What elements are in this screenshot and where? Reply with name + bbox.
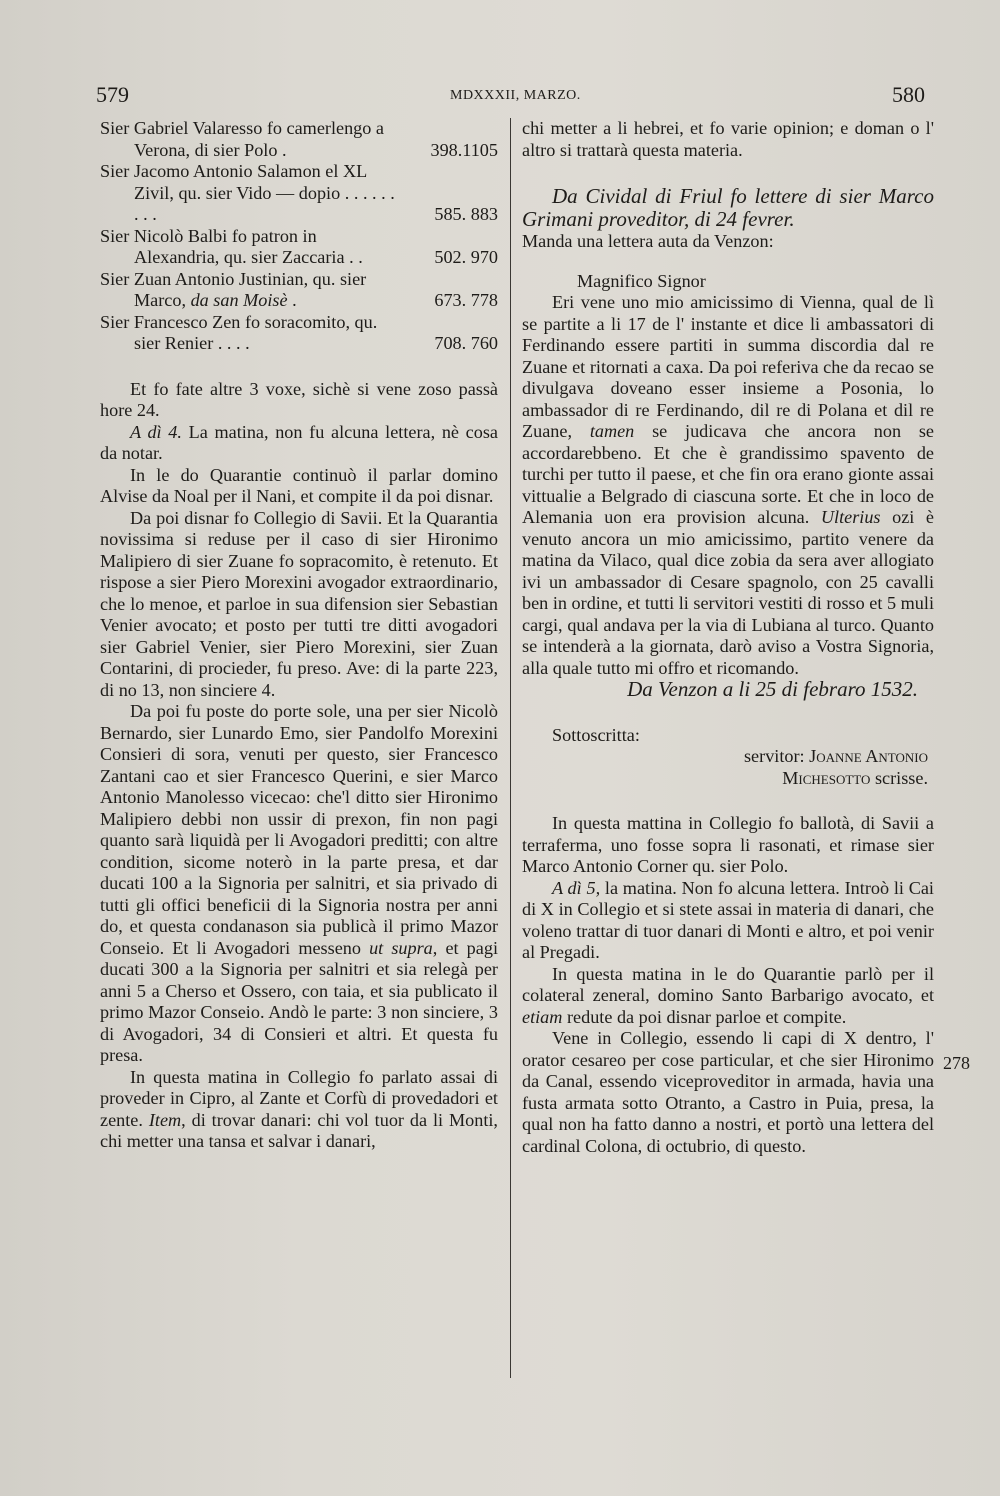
paragraph: A dì 4. La matina, non fu alcuna lettera, nè cosa da notar. <box>100 421 498 463</box>
letter-body: Eri vene uno mio amicissimo di Vienna, qual de lì se partite a li 17 de l' instante et dice li ambassatori di Ferdinando essere partiti in summa discordia dal re Zuane et ritornati a caxa. Da poi referiva che da recao se divulgava doveano esser insieme a Posonia, lo ambassador di re Ferdinando, dil re di Polana et dil re Zuane, tamen se judicava che ancora non se accordarebbeno. Et che è grandissimo spavento de turchi per tutto il paese, et che fin ora erano gionte assai vittualie a Belgrado di ciascuna sorte. Et che in loco de Alemania uon era provision alcuna. Ulterius ozi è venuto ancora un mio amicissimo, partito venere da matina da Vilaco, qual dice zobia da sera aver allogiato ivi un ambassador di Cesare spagnolo, con 25 cavalli ben in ordine, et tutti li servitori vestiti di rosso et 5 muli cargi, qual andava per la via di Lubiana al turco. Quanto se intenderà a la giornata, darò aviso a Vostra Signoria, alla quale tutto mi offro et ricomando. <box>522 292 935 678</box>
paragraph: In questa matina in le do Quarantie parlò per il colateral zeneral, domino Santo Barbarigo avocato, et etiam redute da poi disnar parloe et compite. <box>522 963 934 1027</box>
page-number-left: 579 <box>96 82 129 107</box>
paragraph: In questa matina in Collegio fo parlato assai di proveder in Cipro, al Zante et Corfù di provedadori et zente. Item, di trovar danari: chi vol tuor da li Monti, chi metter una tansa et salvar i danari, <box>100 1066 498 1151</box>
vote-count: 708. 760 <box>434 333 498 353</box>
signature: Michesotto scrisse. <box>782 767 928 788</box>
paragraph: Vene in Collegio, essendo li capi di X dentro, l' orator cesareo per cose particular, et che sier Hironimo da Canal, essendo viceproveditor in armada, havia una fusta armata sotto Otranto, a Castro in Puia, presa, la qual non ha fatto danno a nostri, et portò una lettera del cardinal Colona, di octubrio, di questo. <box>522 1028 934 1156</box>
column-divider <box>510 118 511 1378</box>
signature-label: Sottoscritta: <box>552 724 640 745</box>
running-title: MDXXXII, MARZO. <box>450 88 581 103</box>
vote-count: 673. 778 <box>434 290 498 310</box>
letter-date: Da Venzon a li 25 di febraro 1532. <box>627 677 918 701</box>
letter-subheading: Manda una lettera auta da Venzon: <box>522 231 774 251</box>
paragraph: A dì 5, la matina. Non fo alcuna lettera. Introò li Cai di X in Collegio et si stete assai in materia di danari, che voleno trattar di tuor danari di Monti e altro, et poi venir al Pregadi. <box>522 877 934 962</box>
paragraph: Da poi fu poste do porte sole, una per sier Nicolò Bernardo, sier Lunardo Emo, sier Pandolfo Morexini Consieri di sora, venuti per questo, sier Francesco Zantani cao et sier Francesco Querini, e sier Marco Antonio Manolesso vicecao: che'l ditto sier Hironimo Malipiero debbi non ussir di prexon, fin non pagi quanto sarà liquidà per li Avogadori preditti; con altre condition, sicome noterò in la parte presa, et dar ducati 100 a la Signoria per salnitri, et sia privado di tutti gli offici beneficii di la Signoria nostra per anni do, et questa condanason sia publicà il primo Mazor Conseio. Et li Avogadori messeno ut supra, et pagi ducati 300 a la Signoria per salnitri et sia relegà per anni 5 a Cherso et Ossero, con taia, et sia publicato il primo Mazor Conseio. Andò le parte: 3 non sinciere, 3 di Avogadori, 34 di Consieri et altri. Et questa fu presa. <box>100 701 498 1065</box>
page-number-right: 580 <box>892 82 925 107</box>
signature: servitor: Joanne Antonio <box>743 746 928 766</box>
vote-count: 398.1105 <box>430 139 498 160</box>
paragraph: In questa mattina in Collegio fo ballotà, di Savii a terraferma, uno fosse sopra li rasonati, et rimase sier Marco Antonio Corner qu. sier Polo. <box>522 813 934 876</box>
margin-page-reference: 278 <box>943 1053 970 1073</box>
election-entry: Sier Zuan Antonio Justinian, qu. sier Marco, da san Moisè . 673. 778 <box>100 268 498 310</box>
paragraph: In le do Quarantie continuò il parlar domino Alvise da Noal per il Nani, et compite il da poi disnar. <box>100 464 498 506</box>
entry-date: A dì 5, <box>552 877 601 898</box>
election-entry: Sier Francesco Zen fo soracomito, qu. sier Renier . . . . 708. 760 <box>100 311 498 353</box>
vote-count: 585. 883 <box>434 204 498 224</box>
page-header <box>0 82 1000 118</box>
right-column <box>522 118 934 1157</box>
letter-heading: Da Cividal di Friul fo lettere di sier Marco Grimani proveditor, di 24 fevrer. <box>522 184 934 231</box>
letter-greeting: Magnifico Signor <box>577 270 706 291</box>
paragraph: Et fo fate altre 3 voxe, sichè si vene zoso passà hore 24. <box>100 378 498 420</box>
election-entry: Sier Gabriel Valaresso fo camerlengo a Verona, di sier Polo . 398.1105 <box>100 118 498 160</box>
election-entry: Sier Jacomo Antonio Salamon el XL Zivil, qu. sier Vido — dopio . . . . . . . . . 585. 883 <box>100 161 498 224</box>
paragraph-continued: chi metter a li hebrei, et fo varie opinion; e doman o l' altro si trattarà questa materia. <box>522 118 934 160</box>
election-entry: Sier Nicolò Balbi fo patron in Alexandria, qu. sier Zaccaria . . 502. 970 <box>100 225 498 267</box>
left-column <box>100 118 498 1153</box>
paragraph: Da poi disnar fo Collegio di Savii. Et la Quarantia novissima si reduse per il caso di sier Hironimo Malipiero di sier Zuane fo sopracomito, è retenuto. Et rispose a sier Piero Morexini avogador extraordinario, che lo menoe, et parloe in sua difension sier Sebastian Venier avocato; et posto per tutti tre ditti avogadori sier Gabriel Venier, sier Piero Morexini, sier Zuan Contarini, di procieder, fu preso. Ave: di la parte 223, di no 13, non sinciere 4. <box>100 507 498 700</box>
vote-count: 502. 970 <box>434 247 498 267</box>
entry-date: A dì 4. <box>130 421 182 442</box>
